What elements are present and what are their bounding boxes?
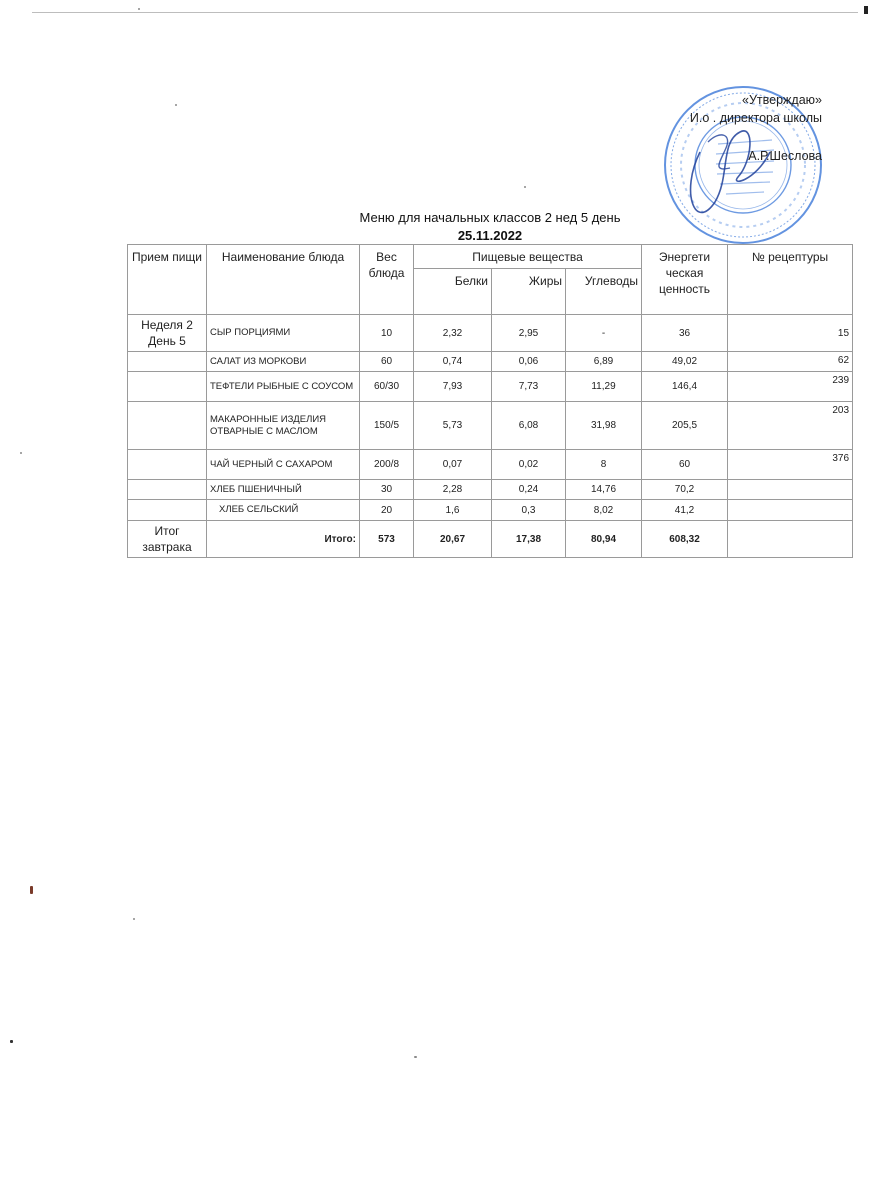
dish-energy: 60 (642, 450, 728, 480)
header-nutrients: Пищевые вещества (414, 245, 642, 269)
dish-fat: 0,02 (492, 450, 566, 480)
meal-empty-cell (128, 500, 207, 521)
meal-label: Неделя 2 День 5 (128, 315, 207, 352)
dish-name: МАКАРОННЫЕ ИЗДЕЛИЯ ОТВАРНЫЕ С МАСЛОМ (207, 402, 360, 450)
scan-edge-line (32, 12, 858, 13)
total-carbs: 80,94 (566, 521, 642, 558)
table-header-row (128, 245, 853, 269)
scan-speck (175, 104, 177, 106)
header-protein: Белки (414, 269, 492, 315)
meal-empty-cell (128, 450, 207, 480)
dish-recipe: 203 (728, 402, 853, 450)
dish-name: САЛАТ ИЗ МОРКОВИ (207, 352, 360, 372)
dish-name: ЧАЙ ЧЕРНЫЙ С САХАРОМ (207, 450, 360, 480)
scan-edge-mark (864, 6, 868, 14)
dish-carbs: 6,89 (566, 352, 642, 372)
scan-speck (138, 8, 140, 10)
total-energy: 608,32 (642, 521, 728, 558)
dish-recipe: 62 (728, 352, 853, 372)
dish-weight: 10 (360, 315, 414, 352)
table-row (128, 480, 853, 500)
dish-name: СЫР ПОРЦИЯМИ (207, 315, 360, 352)
dish-carbs: - (566, 315, 642, 352)
table-total-row (128, 521, 853, 558)
dish-carbs: 11,29 (566, 372, 642, 402)
table-row (128, 315, 853, 352)
header-carbs: Углеводы (566, 269, 642, 315)
dish-fat: 0,3 (492, 500, 566, 521)
dish-energy: 36 (642, 315, 728, 352)
table-row (128, 372, 853, 402)
total-recipe (728, 521, 853, 558)
page-date: 25.11.2022 (457, 228, 523, 243)
dish-weight: 30 (360, 480, 414, 500)
dish-protein: 1,6 (414, 500, 492, 521)
scan-speck (20, 452, 22, 454)
dish-protein: 5,73 (414, 402, 492, 450)
scan-speck (524, 186, 526, 188)
dish-fat: 6,08 (492, 402, 566, 450)
dish-protein: 2,32 (414, 315, 492, 352)
header-recipe: № рецептуры (728, 245, 853, 315)
scan-speck (30, 886, 33, 894)
header-energy: Энергети ческая ценность (642, 245, 728, 315)
dish-name: ХЛЕБ ПШЕНИЧНЫЙ (207, 480, 360, 500)
dish-weight: 60 (360, 352, 414, 372)
approval-signer: А.Р.Шеслова (748, 149, 822, 163)
dish-recipe: 239 (728, 372, 853, 402)
dish-protein: 0,07 (414, 450, 492, 480)
dish-name: ТЕФТЕЛИ РЫБНЫЕ С СОУСОМ (207, 372, 360, 402)
dish-recipe (728, 480, 853, 500)
total-weight: 573 (360, 521, 414, 558)
dish-recipe (728, 500, 853, 521)
dish-fat: 0,06 (492, 352, 566, 372)
header-weight: Вес блюда (360, 245, 414, 315)
dish-weight: 20 (360, 500, 414, 521)
header-fat: Жиры (492, 269, 566, 315)
dish-carbs: 8,02 (566, 500, 642, 521)
meal-empty-cell (128, 372, 207, 402)
dish-protein: 2,28 (414, 480, 492, 500)
dish-weight: 150/5 (360, 402, 414, 450)
scan-speck (414, 1056, 417, 1058)
dish-carbs: 14,76 (566, 480, 642, 500)
dish-protein: 0,74 (414, 352, 492, 372)
table-row (128, 500, 853, 521)
dish-name: ХЛЕБ СЕЛЬСКИЙ (207, 500, 360, 521)
page-title: Меню для начальных классов 2 нед 5 день (359, 210, 621, 225)
dish-weight: 200/8 (360, 450, 414, 480)
meal-empty-cell (128, 480, 207, 500)
total-label: Итого: (207, 521, 360, 558)
dish-fat: 0,24 (492, 480, 566, 500)
header-dish: Наименование блюда (207, 245, 360, 315)
dish-weight: 60/30 (360, 372, 414, 402)
approval-line-2: И.о . директора школы (689, 111, 822, 125)
header-meal: Прием пищи (128, 245, 207, 315)
dish-energy: 70,2 (642, 480, 728, 500)
table-row (128, 402, 853, 450)
scan-speck (133, 918, 135, 920)
dish-energy: 49,02 (642, 352, 728, 372)
table-row (128, 352, 853, 372)
dish-fat: 2,95 (492, 315, 566, 352)
dish-carbs: 8 (566, 450, 642, 480)
dish-energy: 41,2 (642, 500, 728, 521)
dish-protein: 7,93 (414, 372, 492, 402)
dish-energy: 205,5 (642, 402, 728, 450)
dish-energy: 146,4 (642, 372, 728, 402)
dish-recipe: 15 (728, 315, 853, 352)
dish-carbs: 31,98 (566, 402, 642, 450)
total-meal-label: Итог завтрака (128, 521, 207, 558)
meal-empty-cell (128, 352, 207, 372)
scan-speck (10, 1040, 13, 1043)
meal-empty-cell (128, 402, 207, 450)
total-protein: 20,67 (414, 521, 492, 558)
approval-line-1: «Утверждаю» (742, 93, 822, 107)
table-row (128, 450, 853, 480)
menu-table (127, 244, 853, 558)
dish-recipe: 376 (728, 450, 853, 480)
total-fat: 17,38 (492, 521, 566, 558)
dish-fat: 7,73 (492, 372, 566, 402)
